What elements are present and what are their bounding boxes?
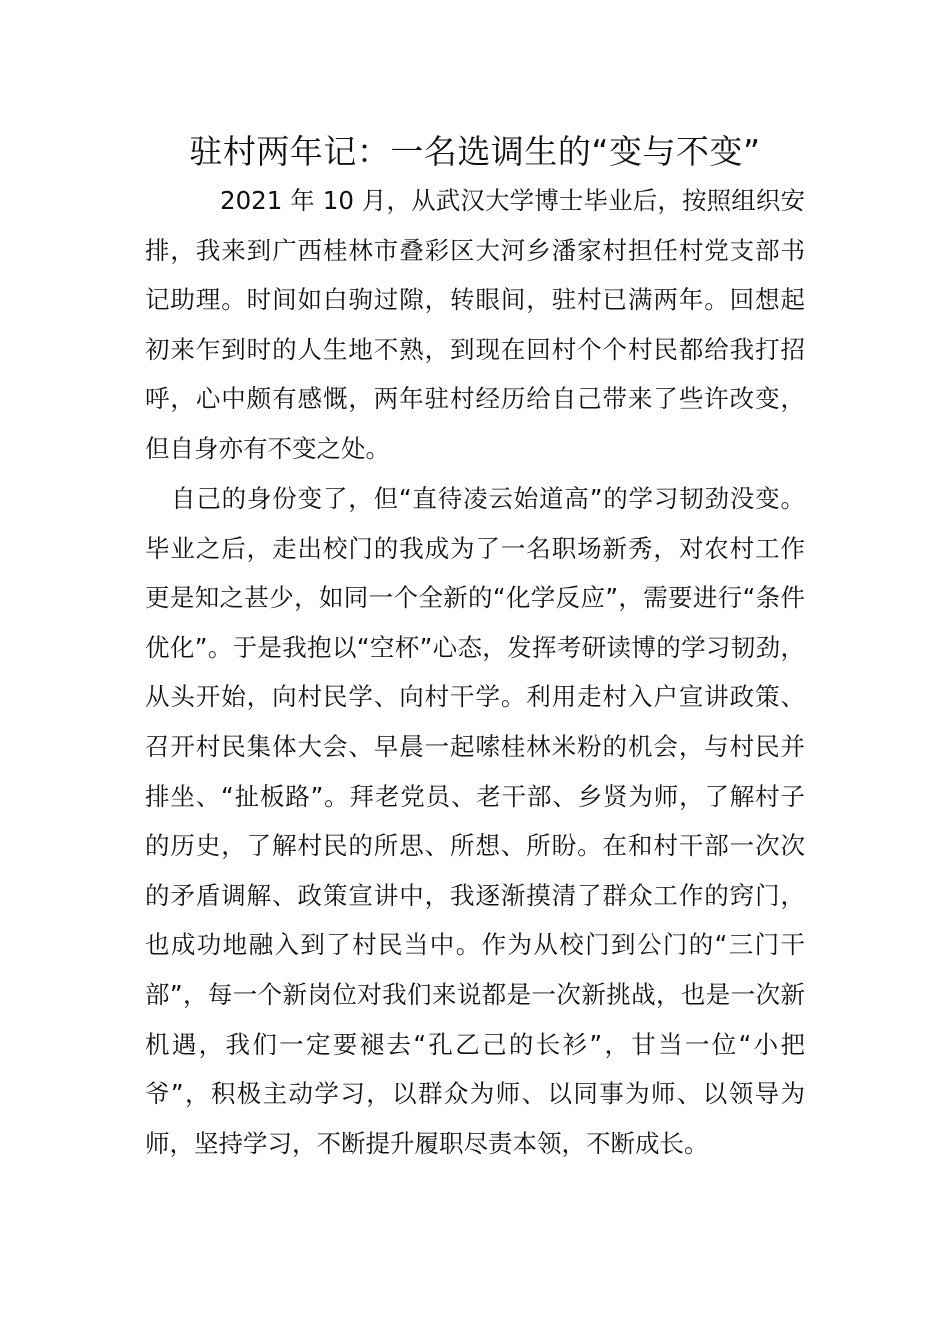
article-title: 驻村两年记：一名选调生的“变与不变” [189,132,761,171]
paragraph-intro: 2021 年 10 月，从武汉大学博士毕业后，按照组织安排，我来到广西桂林市叠彩区大河乡潘家村担任村党支部书记助理。时间如白驹过隙，转眼间，驻村已满两年。回想起初来乍到时的人生地不熟，到现在回村个个村民都给我打招呼，心中颇有感慨，两年驻村经历给自己带来了些许改变，但自身亦有不变之处。 [145,186,805,463]
paragraph-learning: 自己的身份变了，但“直待凌云始道高”的学习韧劲没变。毕业之后，走出校门的我成为了一名职场新秀，对农村工作更是知之甚少，如同一个全新的“化学反应”，需要进行“条件优化”。于是我抱以“空杯”心态，发挥考研读博的学习韧劲，从头开始，向村民学、向村干学。利用走村入户宣讲政策、召开村民集体大会、早晨一起嗦桂林米粉的机会，与村民并排坐、“扯板路”。拜老党员、老干部、乡贤为师，了解村子的历史，了解村民的所思、所想、所盼。在和村干部一次次的矛盾调解、政策宣讲中，我逐渐摸清了群众工作的窍门，也成功地融入到了村民当中。作为从校门到公门的“三门干部”，每一个新岗位对我们来说都是一次新挑战，也是一次新机遇，我们一定要褪去“孔乙己的长衫”，甘当一位“小把爷”，积极主动学习，以群众为师、以同事为师、以领导为师，坚持学习，不断提升履职尽责本领，不断成长。 [145,484,805,1158]
